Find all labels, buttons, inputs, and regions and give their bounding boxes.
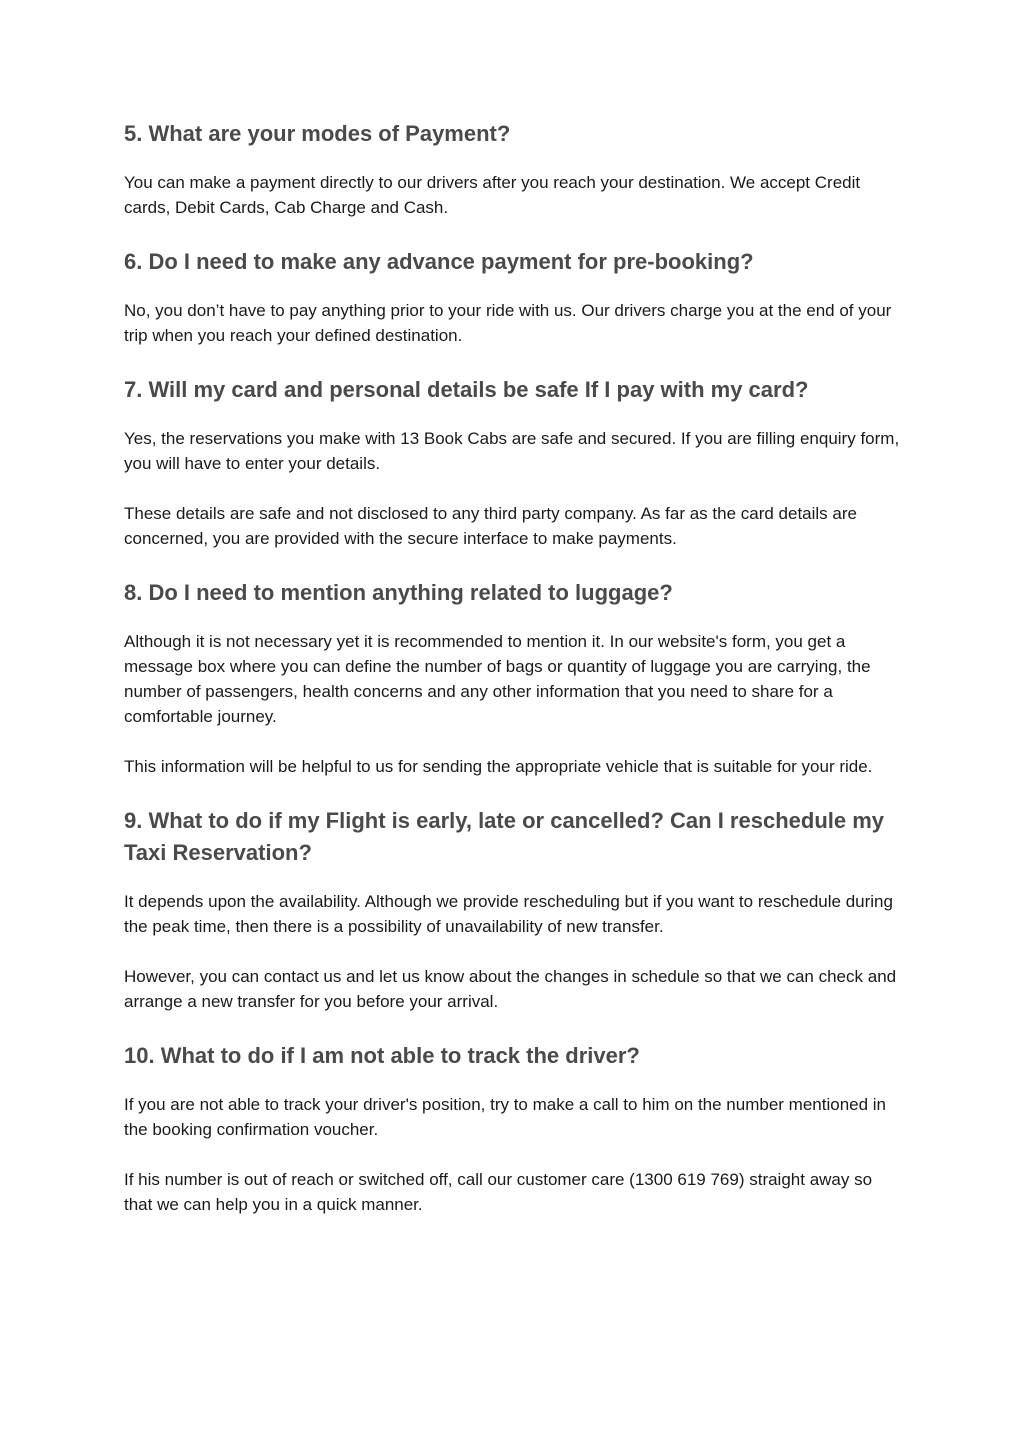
faq-answer: However, you can contact us and let us know about the changes in schedule so that we can check and arrange a new transfer for you before your arrival.	[124, 967, 897, 1011]
faq-item-9	[124, 805, 904, 1014]
faq-question: 5. What are your modes of Payment?	[124, 121, 511, 146]
faq-answer: If you are not able to track your driver's position, try to make a call to him on the number mentioned in the booking confirmation voucher.	[124, 1095, 887, 1139]
faq-answer: If his number is out of reach or switched off, call our customer care (1300 619 769) straight away so that we can help you in a quick manner.	[124, 1170, 873, 1214]
document-page	[124, 118, 904, 1243]
faq-item-10	[124, 1040, 904, 1217]
faq-answer: These details are safe and not disclosed to any third party company. As far as the card details are concerned, you are provided with the secure interface to make payments.	[124, 504, 857, 548]
faq-item-6	[124, 246, 904, 348]
faq-answer: No, you don’t have to pay anything prior to your ride with us. Our drivers charge you at the end of your trip when you reach your defined destination.	[124, 301, 892, 345]
faq-answer: This information will be helpful to us for sending the appropriate vehicle that is suitable for your ride.	[124, 757, 873, 776]
faq-question: 8. Do I need to mention anything related to luggage?	[124, 580, 673, 605]
faq-answer: It depends upon the availability. Although we provide rescheduling but if you want to reschedule during the peak time, then there is a possibility of unavailability of new transfer.	[124, 892, 893, 936]
faq-question: 6. Do I need to make any advance payment for pre-booking?	[124, 249, 754, 274]
faq-answer: Although it is not necessary yet it is recommended to mention it. In our website's form, you get a message box where you can define the number of bags or quantity of luggage you are carrying, the number of passengers, health concerns and any other information that you need to share for a comfortable journey.	[124, 632, 871, 726]
faq-answer: You can make a payment directly to our drivers after you reach your destination. We accept Credit cards, Debit Cards, Cab Charge and Cash.	[124, 173, 861, 217]
faq-question: 9. What to do if my Flight is early, late or cancelled? Can I reschedule my Taxi Reservation?	[124, 808, 885, 865]
faq-question: 7. Will my card and personal details be safe If I pay with my card?	[124, 377, 809, 402]
faq-item-7	[124, 374, 904, 551]
faq-answer: Yes, the reservations you make with 13 Book Cabs are safe and secured. If you are filling enquiry form, you will have to enter your details.	[124, 429, 900, 473]
faq-item-8	[124, 577, 904, 779]
faq-item-5	[124, 118, 904, 220]
faq-question: 10. What to do if I am not able to track the driver?	[124, 1043, 640, 1068]
